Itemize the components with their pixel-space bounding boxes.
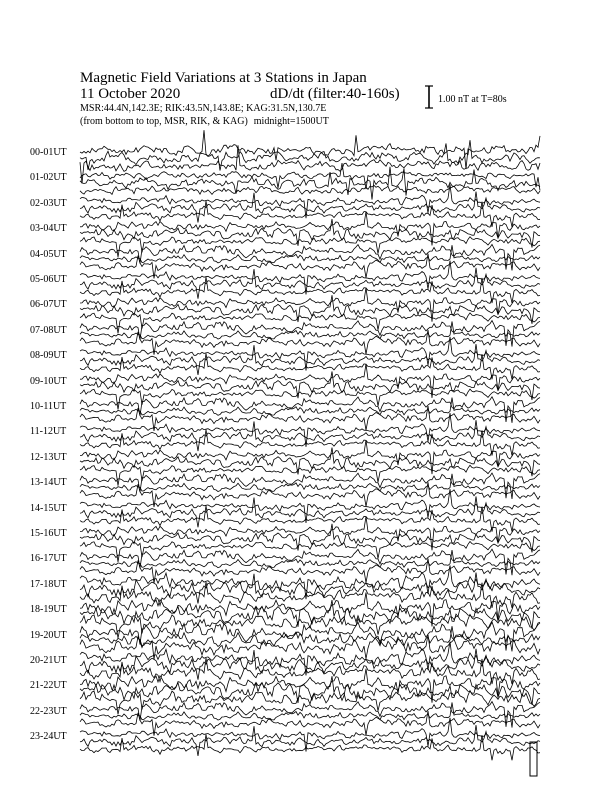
- trace-row-13-station-0: [80, 473, 540, 499]
- trace-row-23-station-2: [80, 734, 540, 760]
- chart-date: 11 October 2020: [80, 86, 181, 102]
- row-label-19: 19-20UT: [30, 629, 67, 641]
- row-label-13: 13-14UT: [30, 477, 67, 489]
- trace-row-18-station-1: [80, 600, 540, 629]
- row-label-9: 09-10UT: [30, 375, 67, 387]
- trace-row-6-station-1: [80, 295, 540, 324]
- trace-row-9-station-1: [80, 371, 540, 400]
- row-label-10: 10-11UT: [30, 401, 67, 412]
- trace-row-2-station-2: [80, 201, 540, 227]
- row-label-7: 07-08UT: [30, 324, 67, 336]
- trace-row-21-station-1: [80, 676, 540, 705]
- trace-row-19-station-0: [80, 622, 540, 652]
- trace-row-9-station-0: [80, 364, 540, 398]
- row-label-12: 12-13UT: [30, 451, 67, 463]
- trace-row-15-station-1: [80, 524, 540, 553]
- trace-row-5-station-0: [80, 261, 540, 295]
- trace-row-1-station-1: [80, 167, 540, 200]
- chart-quantity: dD/dt (filter:40-160s): [270, 86, 400, 102]
- trace-row-6-station-0: [80, 288, 540, 322]
- trace-row-7-station-0: [80, 321, 540, 347]
- chart-title: Magnetic Field Variations at 3 Stations in Japan: [80, 70, 367, 86]
- trace-row-22-station-0: [80, 702, 540, 728]
- row-label-17: 17-18UT: [30, 578, 67, 590]
- trace-row-19-station-2: [80, 635, 540, 660]
- trace-row-16-station-2: [80, 559, 540, 584]
- trace-row-17-station-2: [80, 582, 540, 608]
- trace-row-3-station-1: [80, 219, 540, 248]
- trace-row-1-station-2: [80, 185, 540, 194]
- trace-row-12-station-1: [80, 448, 540, 477]
- trace-row-14-station-1: [80, 496, 540, 527]
- row-label-0: 00-01UT: [30, 147, 67, 158]
- trace-row-16-station-0: [80, 549, 540, 575]
- trace-row-14-station-0: [80, 489, 540, 523]
- trace-row-21-station-0: [80, 669, 540, 703]
- trace-row-8-station-1: [80, 344, 540, 375]
- row-label-18: 18-19UT: [30, 604, 67, 616]
- trace-row-5-station-1: [80, 268, 540, 299]
- row-label-16: 16-17UT: [30, 553, 67, 565]
- row-label-15: 15-16UT: [30, 528, 67, 539]
- trace-row-11-station-2: [80, 430, 540, 456]
- trace-row-11-station-0: [80, 413, 540, 447]
- row-label-3: 03-04UT: [30, 223, 67, 235]
- row-label-21: 21-22UT: [30, 680, 67, 692]
- station-coordinates: MSR:44.4N,142.3E; RIK:43.5N,143.8E; KAG:31.5N,130.7E: [80, 103, 327, 114]
- trace-row-23-station-1: [80, 725, 540, 756]
- trace-row-10-station-0: [80, 397, 540, 423]
- trace-group: [80, 130, 540, 760]
- trace-row-2-station-1: [80, 192, 540, 223]
- row-label-14: 14-15UT: [30, 502, 67, 514]
- row-label-6: 06-07UT: [30, 299, 67, 311]
- trace-row-11-station-1: [80, 420, 540, 451]
- trace-row-2-station-0: [80, 184, 540, 218]
- trace-row-0-station-1: [80, 140, 540, 170]
- midnight-note: midnight=1500UT: [253, 116, 329, 127]
- row-label-5: 05-06UT: [30, 274, 67, 285]
- trace-row-8-station-2: [80, 353, 540, 379]
- row-label-23: 23-24UT: [30, 731, 67, 743]
- trace-row-15-station-0: [80, 516, 540, 550]
- row-label-20: 20-21UT: [30, 655, 67, 666]
- trace-row-14-station-2: [80, 506, 540, 532]
- trace-row-12-station-0: [80, 440, 540, 474]
- row-label-8: 08-09UT: [30, 350, 67, 362]
- row-label-4: 04-05UT: [30, 248, 67, 260]
- trace-row-3-station-0: [80, 212, 540, 246]
- scale-bar-label: 1.00 nT at T=80s: [438, 94, 507, 105]
- trace-row-20-station-2: [80, 658, 540, 684]
- trace-row-8-station-0: [80, 337, 540, 371]
- trace-row-23-station-0: [80, 718, 540, 752]
- trace-row-4-station-0: [80, 244, 540, 270]
- trace-row-5-station-2: [80, 277, 540, 303]
- station-order-note: (from bottom to top, MSR, RIK, & KAG): [80, 116, 248, 127]
- row-label-11: 11-12UT: [30, 426, 67, 438]
- trace-row-18-station-0: [80, 593, 540, 627]
- row-label-2: 02-03UT: [30, 197, 67, 209]
- row-label-22: 22-23UT: [30, 705, 67, 717]
- row-label-1: 01-02UT: [30, 172, 67, 184]
